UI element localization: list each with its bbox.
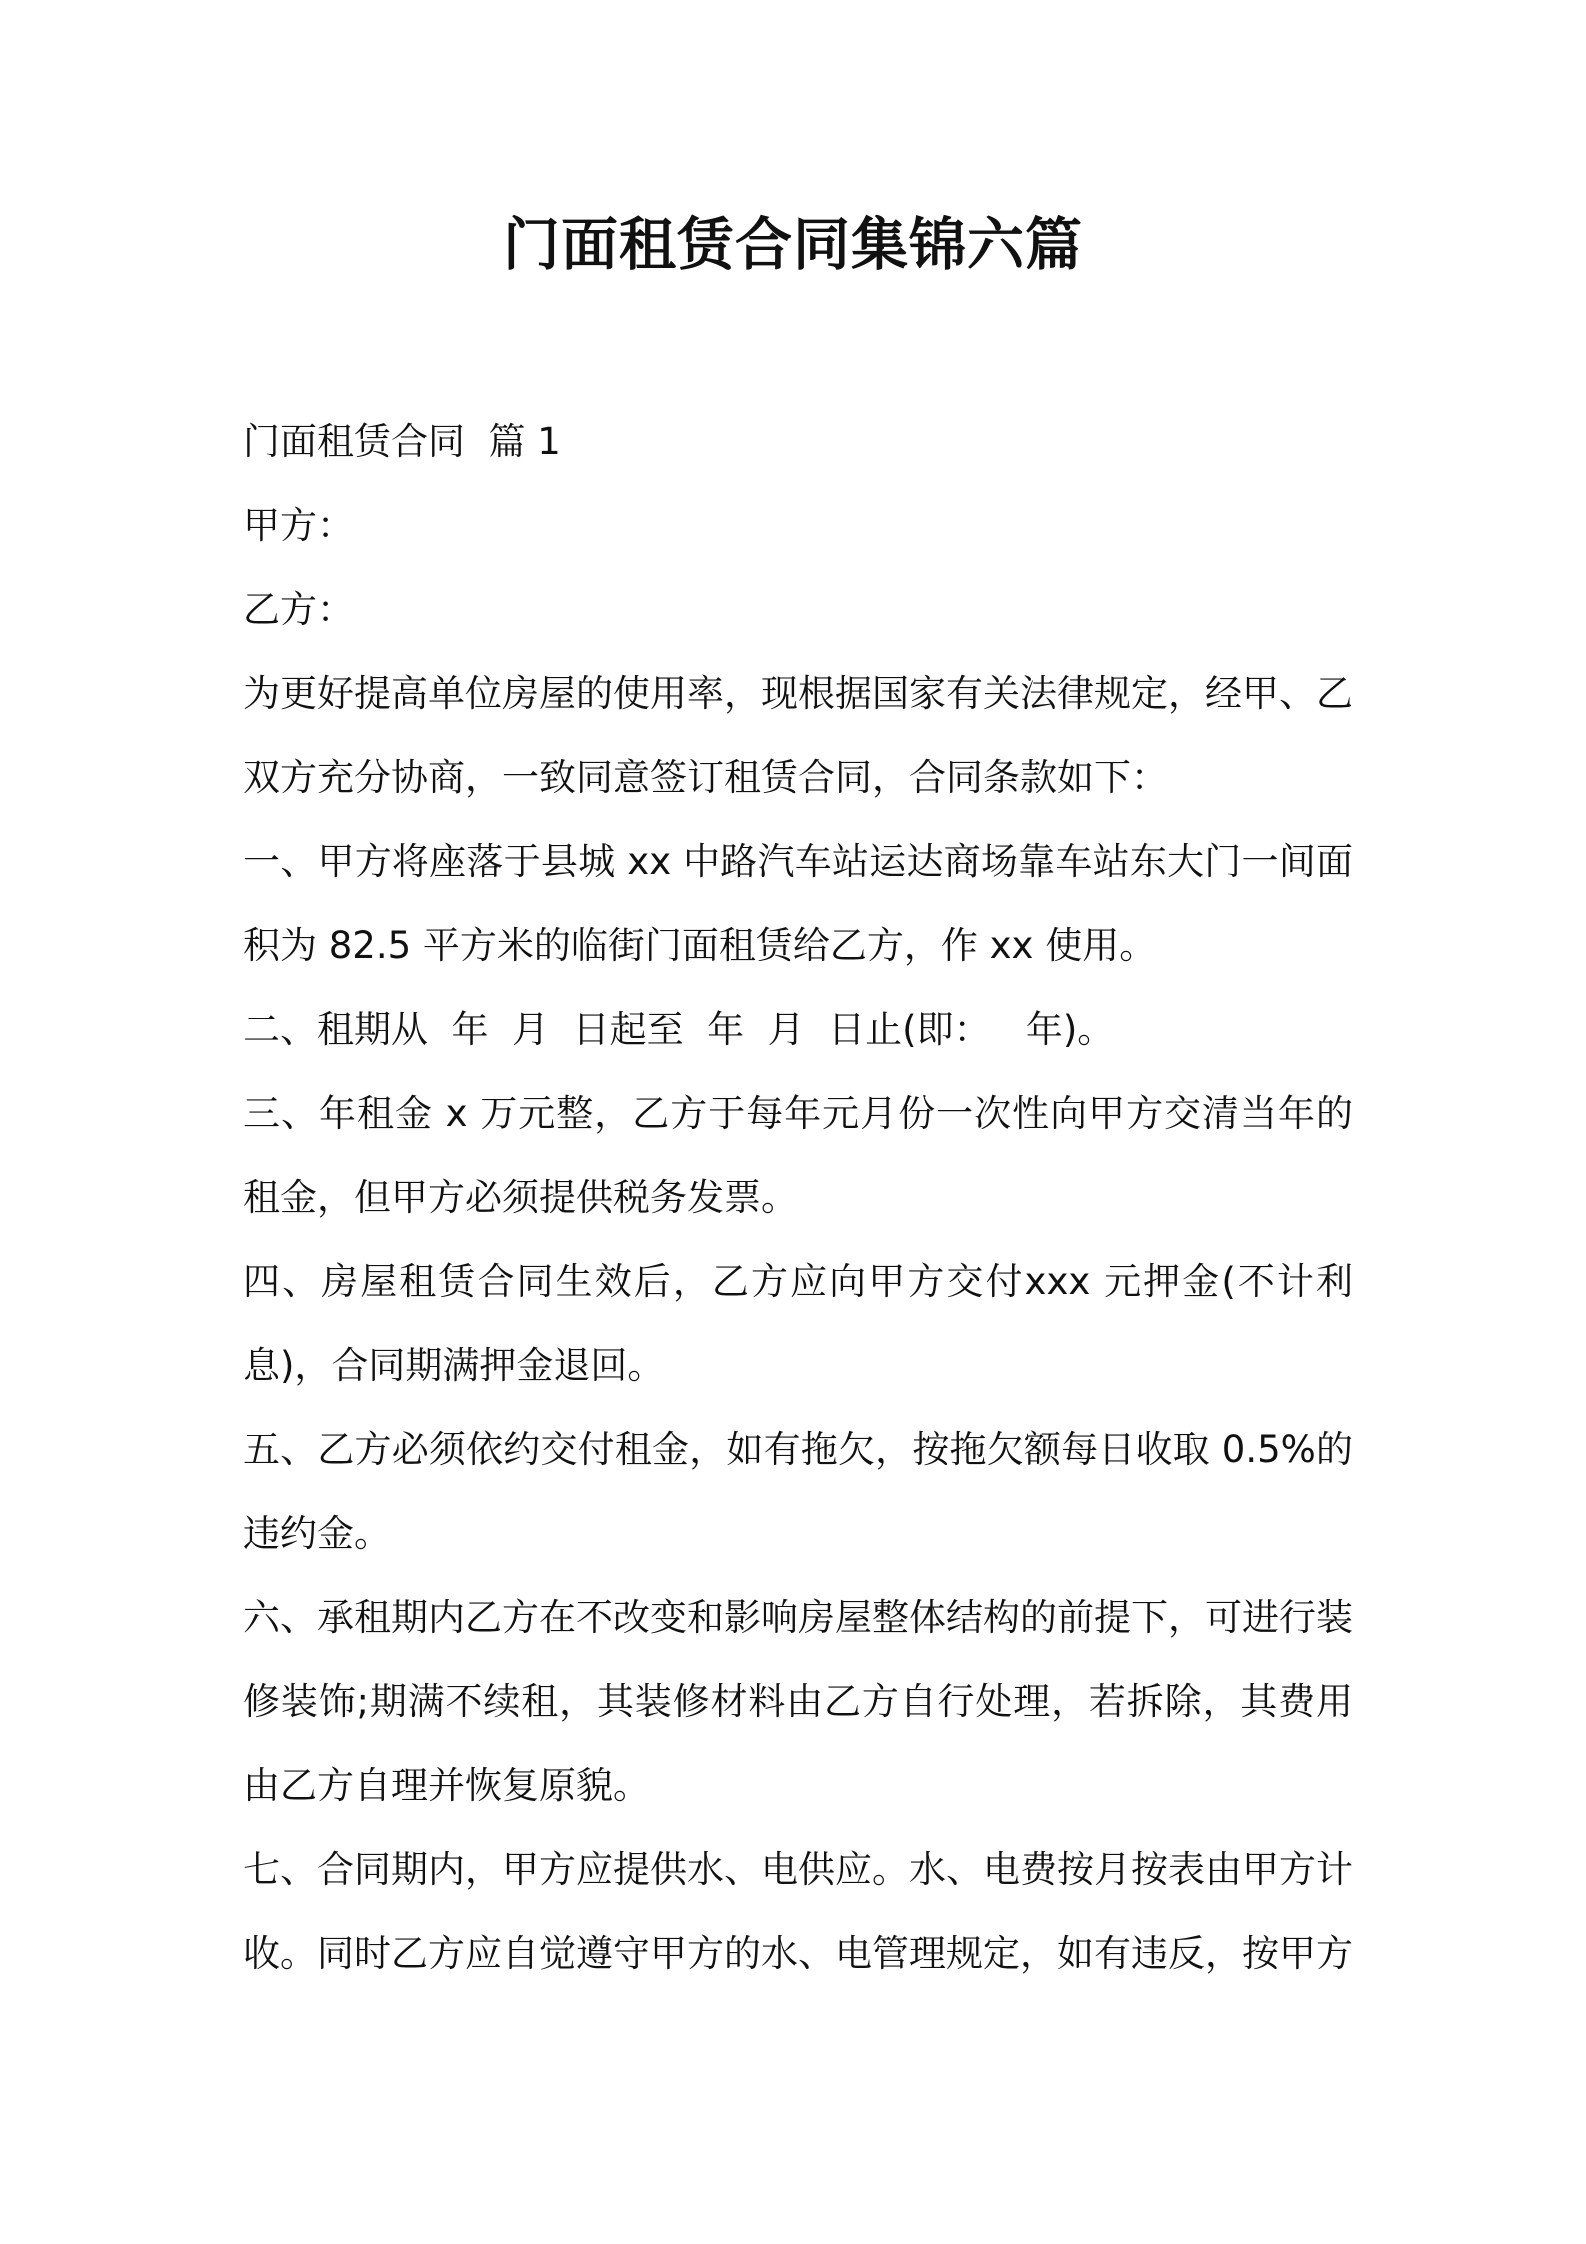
clause-5: 五、乙方必须依约交付租金，如有拖欠，按拖欠额每日收取 0.5%的违约金。 (243, 1428, 1353, 1555)
document-title: 门面租赁合同集锦六篇 (503, 212, 1083, 278)
clause-7: 七、合同期内，甲方应提供水、电供应。水、电费按月按表由甲方计收。同时乙方应自觉遵守甲方的水、电管理规定，如有违反，按甲方 (243, 1848, 1353, 1975)
clause-6: 六、承租期内乙方在不改变和影响房屋整体结构的前提下，可进行装修装饰;期满不续租，其装修材料由乙方自行处理，若拆除，其费用由乙方自理并恢复原貌。 (243, 1596, 1353, 1807)
clause-4: 四、房屋租赁合同生效后，乙方应向甲方交付xxx 元押金(不计利息)，合同期满押金退回。 (243, 1260, 1353, 1387)
clause-1: 一、甲方将座落于县城 xx 中路汽车站运达商场靠车站东大门一间面积为 82.5 平方米的临街门面租赁给乙方，作 xx 使用。 (243, 840, 1353, 967)
clause-2: 二、租期从 年 月 日起至 年 月 日止(即： 年)。 (243, 1008, 1115, 1051)
party-a-line: 甲方： (243, 504, 354, 547)
section-heading: 门面租赁合同 篇 1 (243, 420, 561, 463)
document-body (243, 400, 1353, 1996)
party-b-line: 乙方： (243, 588, 354, 631)
preamble-paragraph: 为更好提高单位房屋的使用率，现根据国家有关法律规定，经甲、乙双方充分协商，一致同意签订租赁合同，合同条款如下： (243, 672, 1353, 799)
clause-3: 三、年租金 x 万元整，乙方于每年元月份一次性向甲方交清当年的租金，但甲方必须提供税务发票。 (243, 1092, 1353, 1219)
